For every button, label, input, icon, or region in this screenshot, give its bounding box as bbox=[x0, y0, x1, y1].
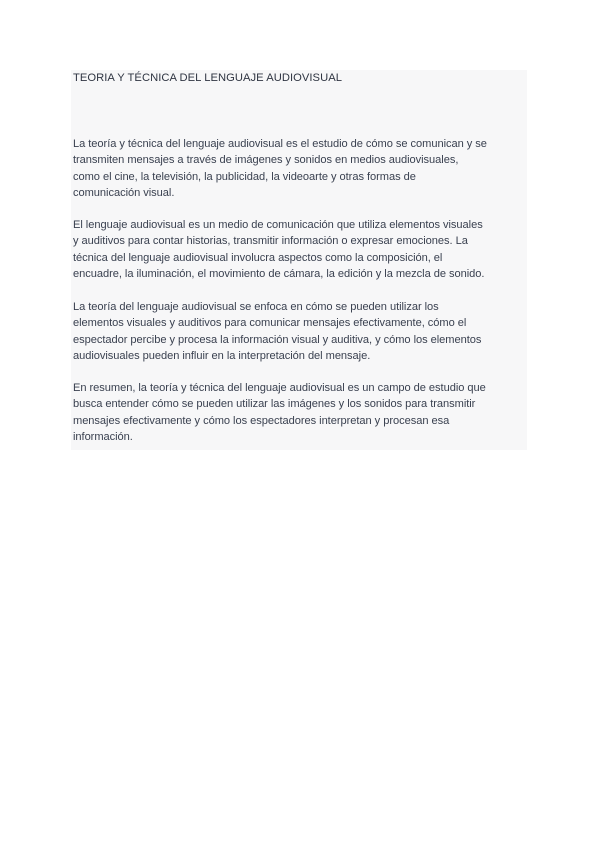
paragraph-line: mensajes efectivamente y cómo los espectadores interpretan y procesan esa bbox=[73, 414, 450, 427]
paragraph-line: busca entender cómo se pueden utilizar las imágenes y los sonidos para transmitir bbox=[73, 398, 476, 411]
paragraph-line: La teoría del lenguaje audiovisual se enfoca en cómo se pueden utilizar los bbox=[73, 301, 439, 313]
paragraph-line: encuadre, la iluminación, el movimiento de cámara, la edición y la mezcla de sonido. bbox=[73, 268, 485, 281]
paragraph-line: y auditivos para contar historias, transmitir información o expresar emociones. La bbox=[73, 235, 468, 248]
paragraph-line: elementos visuales y auditivos para comunicar mensajes efectivamente, cómo el bbox=[73, 317, 467, 330]
paragraph-3 bbox=[73, 299, 529, 365]
paragraph-line: como el cine, la televisión, la publicidad, la videoarte y otras formas de bbox=[73, 170, 416, 183]
paragraph-line: La teoría y técnica del lenguaje audiovisual es el estudio de cómo se comunican y se bbox=[73, 138, 487, 150]
paragraph-line: comunicación visual. bbox=[73, 187, 175, 200]
paragraph-line: transmiten mensajes a través de imágenes y sonidos en medios audiovisuales, bbox=[73, 154, 459, 167]
paragraph-line: técnica del lenguaje audiovisual involucra aspectos como la composición, el bbox=[73, 251, 443, 264]
document-title: TEORIA Y TÉCNICA DEL LENGUAJE AUDIOVISUAL bbox=[73, 72, 342, 84]
text-block bbox=[71, 70, 527, 450]
paragraph-line: En resumen, la teoría y técnica del lenguaje audiovisual es un campo de estudio que bbox=[73, 382, 486, 394]
paragraph-1 bbox=[73, 136, 529, 202]
paragraph-line: espectador percibe y procesa la información visual y auditiva, y cómo los elementos bbox=[73, 333, 482, 346]
paragraph-4 bbox=[73, 380, 529, 446]
paragraph-2 bbox=[73, 217, 529, 283]
paragraph-line: información. bbox=[73, 431, 133, 444]
paragraph-line: audiovisuales pueden influir en la interpretación del mensaje. bbox=[73, 350, 371, 363]
paragraph-line: El lenguaje audiovisual es un medio de comunicación que utiliza elementos visuales bbox=[73, 219, 483, 231]
